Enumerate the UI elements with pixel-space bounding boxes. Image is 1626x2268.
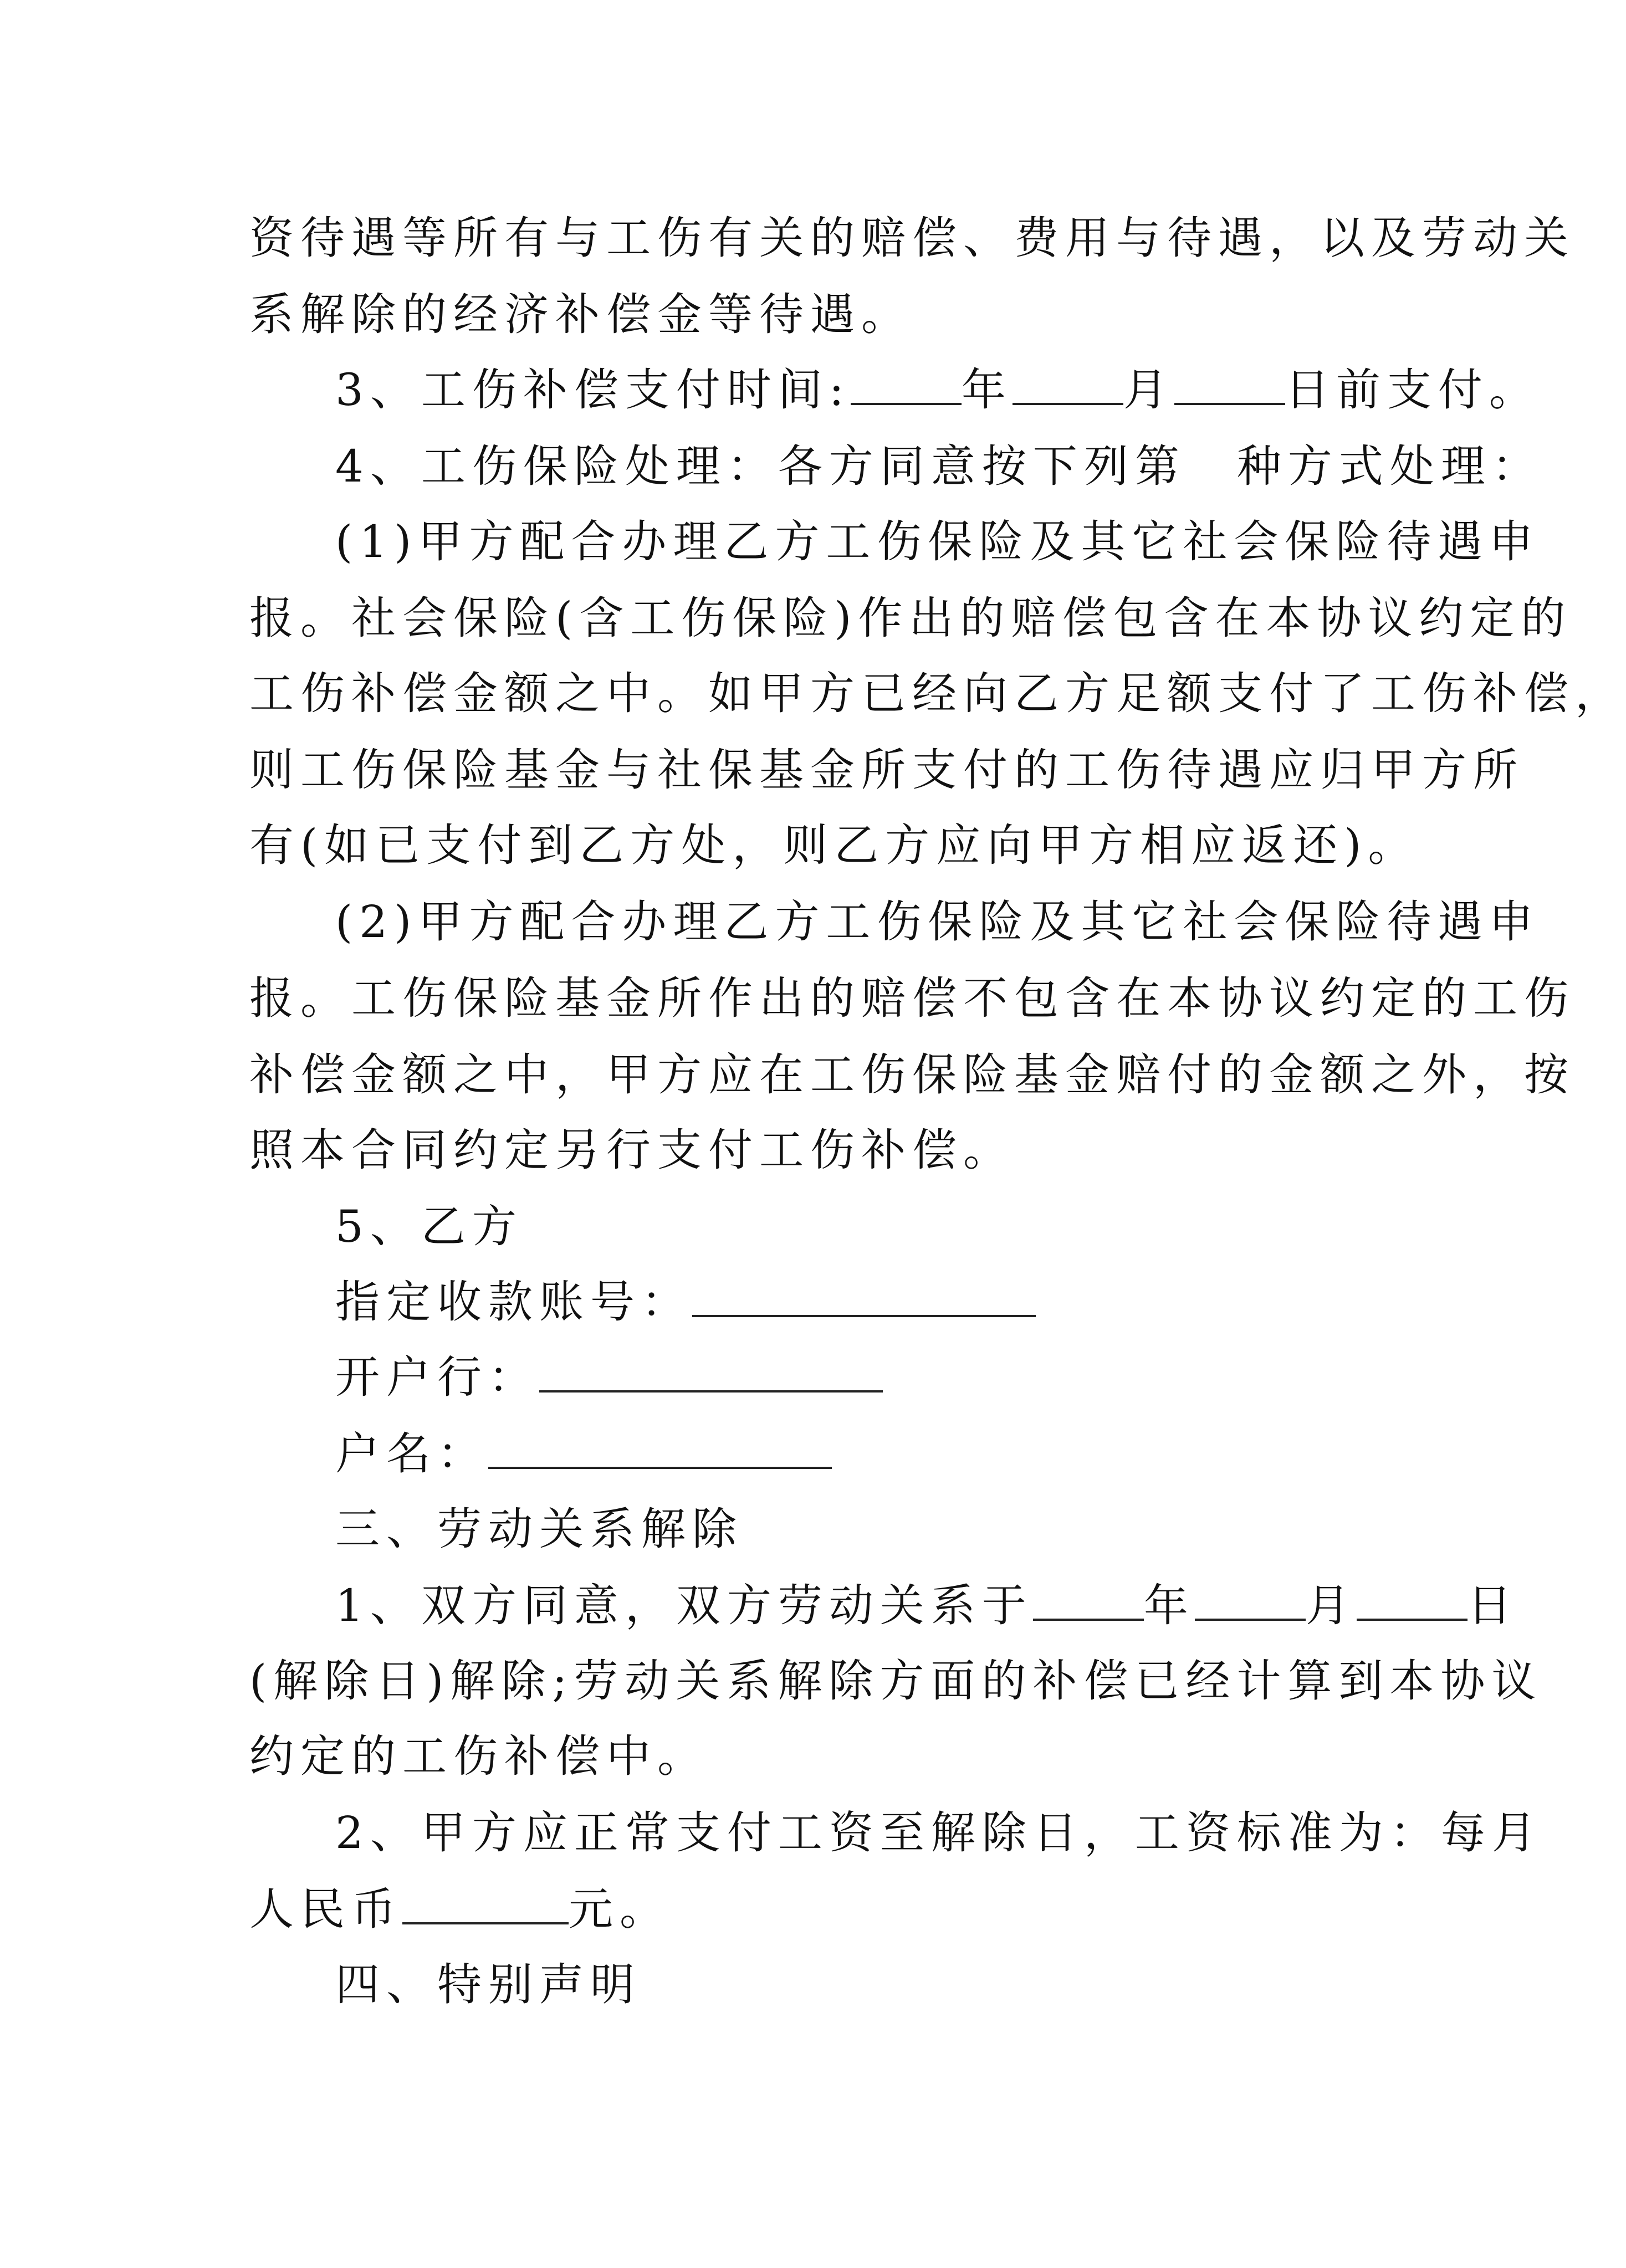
- salary-currency-label: 人民币: [249, 1883, 402, 1935]
- termination-year-blank: [1033, 1579, 1144, 1621]
- termination-line: (解除日)解除;劳动关系解除方面的补偿已经计算到本协议: [249, 1655, 1543, 1707]
- termination-day-label: 日: [1467, 1580, 1518, 1631]
- salary-amount-line: [249, 1882, 1369, 1937]
- termination-label: 1、双方同意，双方劳动关系于: [335, 1580, 1033, 1631]
- payment-time-line: [335, 362, 1540, 418]
- option1-line: 有(如已支付到乙方处，则乙方应向甲方相应返还)。: [249, 820, 1419, 871]
- option1-line: (1)甲方配合办理乙方工伤保险及其它社会保险待遇申: [335, 516, 1540, 567]
- payment-time-suffix: 日前支付。: [1285, 364, 1540, 416]
- option1-line: 工伤补偿金额之中。如甲方已经向乙方足额支付了工伤补偿，: [249, 668, 1626, 719]
- account-label: 指定收款账号：: [335, 1276, 692, 1328]
- paragraph-line: 资待遇等所有与工伤有关的赔偿、费用与待遇，以及劳动关: [249, 212, 1575, 264]
- party-b-heading: 5、乙方: [335, 1201, 523, 1252]
- termination-day-blank: [1357, 1579, 1468, 1621]
- account-name-blank: [488, 1427, 832, 1469]
- paragraph-line: 系解除的经济补偿金等待遇。: [249, 289, 912, 340]
- salary-line: 2、甲方应正常支付工资至解除日，工资标准为：每月: [335, 1807, 1543, 1859]
- account-blank: [692, 1275, 1036, 1317]
- bank-line: [335, 1350, 1455, 1405]
- month-label: 月: [1123, 364, 1174, 416]
- section3-heading: 三、劳动关系解除: [335, 1503, 743, 1555]
- option2-line: 补偿金额之中，甲方应在工伤保险基金赔付的金额之外，按: [249, 1049, 1575, 1100]
- bank-label: 开户行：: [335, 1351, 539, 1403]
- option2-line: (2)甲方配合办理乙方工伤保险及其它社会保险待遇申: [335, 896, 1540, 948]
- option1-line: 报。社会保险(含工伤保险)作出的赔偿包含在本协议约定的: [249, 592, 1572, 644]
- section4-heading: 四、特别声明: [335, 1959, 641, 2010]
- bank-blank: [539, 1350, 883, 1392]
- termination-month-label: 月: [1305, 1580, 1357, 1631]
- option2-line: 报。工伤保险基金所作出的赔偿不包含在本协议约定的工伤: [249, 972, 1575, 1024]
- option2-line: 照本合同约定另行支付工伤补偿。: [249, 1124, 1014, 1176]
- day-blank: [1174, 363, 1285, 405]
- termination-year-label: 年: [1143, 1580, 1195, 1631]
- salary-amount-blank: [402, 1882, 569, 1924]
- account-name-label: 户名：: [335, 1428, 488, 1479]
- insurance-handling-line: 4、工伤保险处理：各方同意按下列第 种方式处理：: [335, 441, 1543, 492]
- year-label: 年: [961, 364, 1013, 416]
- account-name-line: [335, 1426, 1455, 1482]
- option1-line: 则工伤保险基金与社保基金所支付的工伤待遇应归甲方所: [249, 744, 1524, 796]
- month-blank: [1013, 363, 1123, 405]
- salary-unit-label: 元。: [569, 1883, 671, 1935]
- account-line: [335, 1274, 1455, 1330]
- termination-date-line: [335, 1578, 1518, 1634]
- year-blank: [851, 363, 962, 405]
- termination-month-blank: [1195, 1579, 1306, 1621]
- termination-line: 约定的工伤补偿中。: [249, 1731, 708, 1782]
- payment-time-label: 3、工伤补偿支付时间:: [335, 364, 851, 416]
